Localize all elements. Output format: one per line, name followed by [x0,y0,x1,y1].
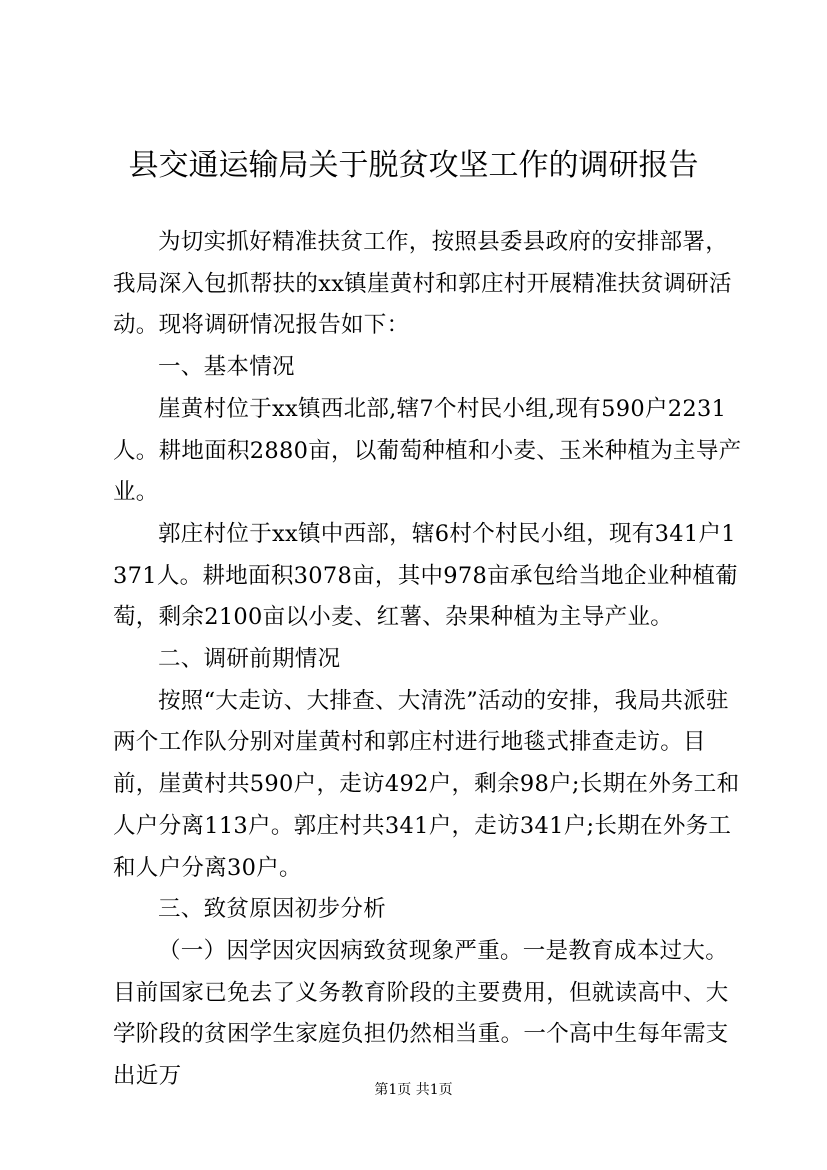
document-body [113,222,748,1098]
paragraph-intro: 为切实抓好精准扶贫工作，按照县委县政府的安排部署，我局深入包抓帮扶的xx镇崖黄村和郭庄村开展精准扶贫调研活动。现将调研情况报告如下： [113,229,732,339]
paragraph-survey-details: 按照“大走访、大排查、大清洗”活动的安排，我局共派驻两个工作队分别对崖黄村和郭庄村进行地毯式排查走访。目前，崖黄村共590户，走访492户，剩余98户;长期在外务工和人户分离113户。郭庄村共341户，走访341户;长期在外务工和人户分离30户。 [113,687,740,881]
section-heading-preliminary-survey: 二、调研前期情况 [158,646,341,673]
section-heading-poverty-causes: 三、致贫原因初步分析 [158,896,387,923]
paragraph-guozhuang-village: 郭庄村位于xx镇中西部，辖6村个村民小组，现有341户1371人。耕地面积3078亩，其中978亩承包给当地企业种植葡萄，剩余2100亩以小麦、红薯、杂果种植为主导产业。 [113,520,738,631]
paragraph-yahuang-village: 崖黄村位于xx镇西北部,辖7个村民小组,现有590户2231人。耕地面积2880亩，以葡萄种植和小麦、玉米种植为主导产业。 [113,395,742,506]
page-number-footer: 第1页 共1页 [374,1082,453,1098]
section-heading-basic-situation: 一、基本情况 [158,354,295,381]
paragraph-education-cost: （一）因学因灾因病致贫现象严重。一是教育成本过大。目前国家已免去了义务教育阶段的主要费用，但就读高中、大学阶段的贫困学生家庭负担仍然相当重。一个高中生每年需支出近万 [113,937,729,1090]
document-title: 县交通运输局关于脱贫攻坚工作的调研报告 [128,148,699,183]
